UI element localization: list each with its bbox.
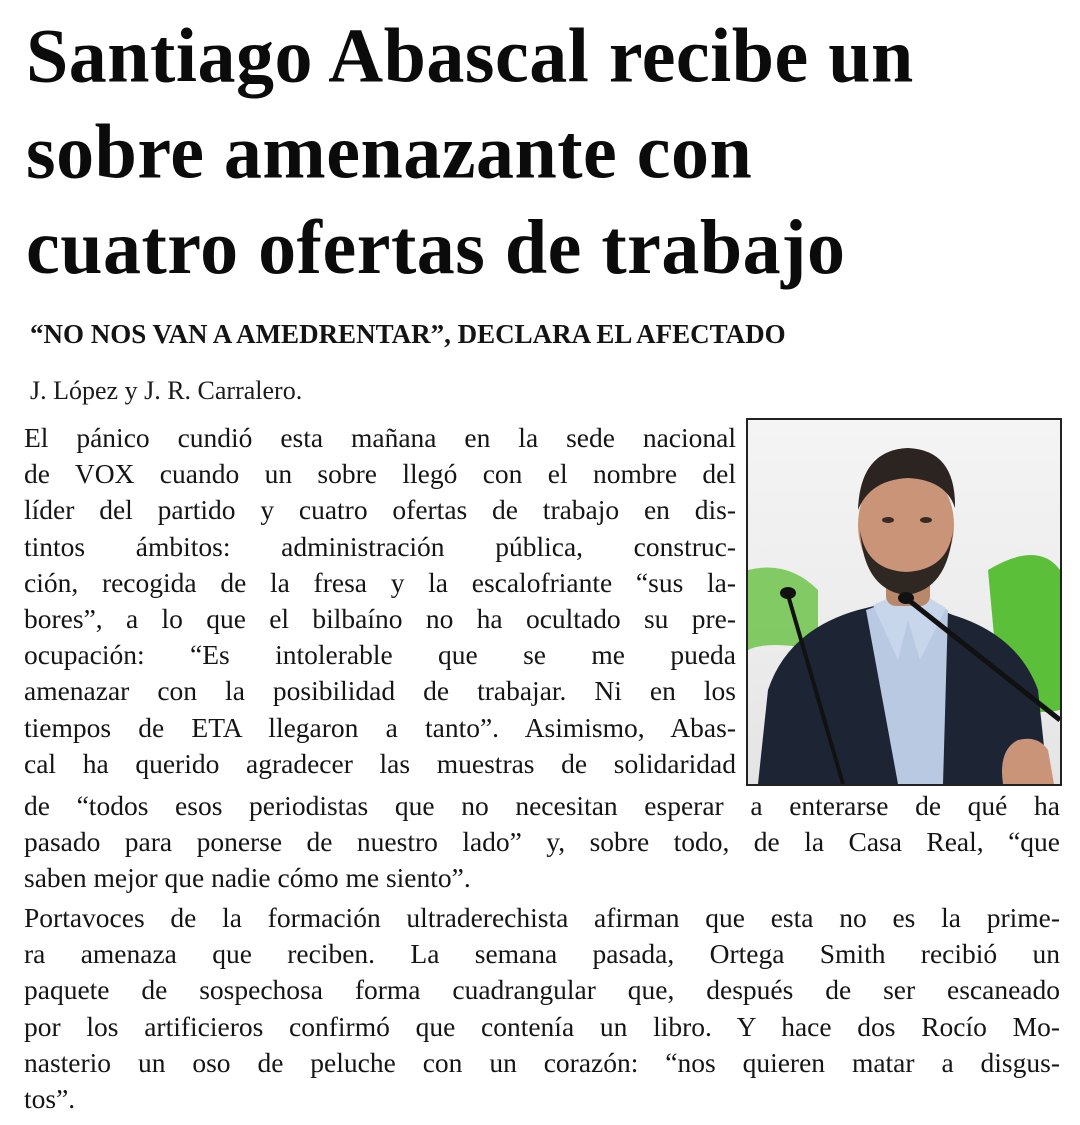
text-line: tiempos de ETA llegaron a tanto”. Asimismo, Abas- — [24, 711, 736, 743]
paragraph-1-full-width — [24, 788, 1060, 897]
text-line: ocupación: “Es intolerable que se me pueda — [24, 639, 736, 671]
text-line: de “todos esos periodistas que no necesitan esperar a enterarse de qué ha — [24, 790, 1060, 821]
text-line: líder del partido y cuatro ofertas de trabajo en dis- — [24, 494, 736, 526]
person-photo-icon — [748, 420, 1060, 784]
text-line: nasterio un oso de peluche con un corazón: “nos quieren matar a disgus- — [24, 1046, 1060, 1078]
byline: J. López y J. R. Carralero. — [30, 376, 303, 405]
text-line: paquete de sospechosa forma cuadrangular que, después de ser escaneado — [24, 974, 1060, 1006]
paragraph-1-column — [24, 420, 736, 782]
headline-line: Santiago Abascal recibe un — [26, 13, 914, 99]
headline-line: sobre amenazante con — [26, 108, 753, 195]
text-line: cal ha querido agradecer las muestras de solidaridad — [24, 747, 736, 779]
text-line: Portavoces de la formación ultraderechista afirman que esta no es la prime- — [24, 902, 1060, 933]
text-line: ra amenaza que reciben. La semana pasada, Ortega Smith recibió un — [24, 938, 1060, 970]
text-line: pasado para ponerse de nuestro lado” y, sobre todo, de la Casa Real, “que — [24, 826, 1060, 858]
text-line: ción, recogida de la fresa y la escalofriante “sus la- — [24, 566, 736, 598]
paragraph-2 — [24, 900, 1060, 1117]
headline-line: cuatro ofertas de trabajo — [26, 204, 846, 291]
subheadline: “NO NOS VAN A AMEDRENTAR”, DECLARA EL AFECTADO — [30, 319, 786, 349]
article-photo — [746, 418, 1062, 786]
text-line: tos”. — [24, 1083, 76, 1115]
text-line: tintos ámbitos: administración pública, construc- — [24, 530, 736, 562]
text-line: saben mejor que nadie cómo me siento”. — [24, 862, 471, 894]
text-line: El pánico cundió esta mañana en la sede nacional — [24, 422, 736, 453]
text-line: amenazar con la posibilidad de trabajar. Ni en los — [24, 675, 736, 707]
text-line: bores”, a lo que el bilbaíno no ha ocultado su pre- — [24, 603, 736, 635]
text-line: por los artificieros confirmó que contenía un libro. Y hace dos Rocío Mo- — [24, 1010, 1060, 1042]
text-line: de VOX cuando un sobre llegó con el nombre del — [24, 458, 736, 490]
headline — [26, 8, 1066, 296]
